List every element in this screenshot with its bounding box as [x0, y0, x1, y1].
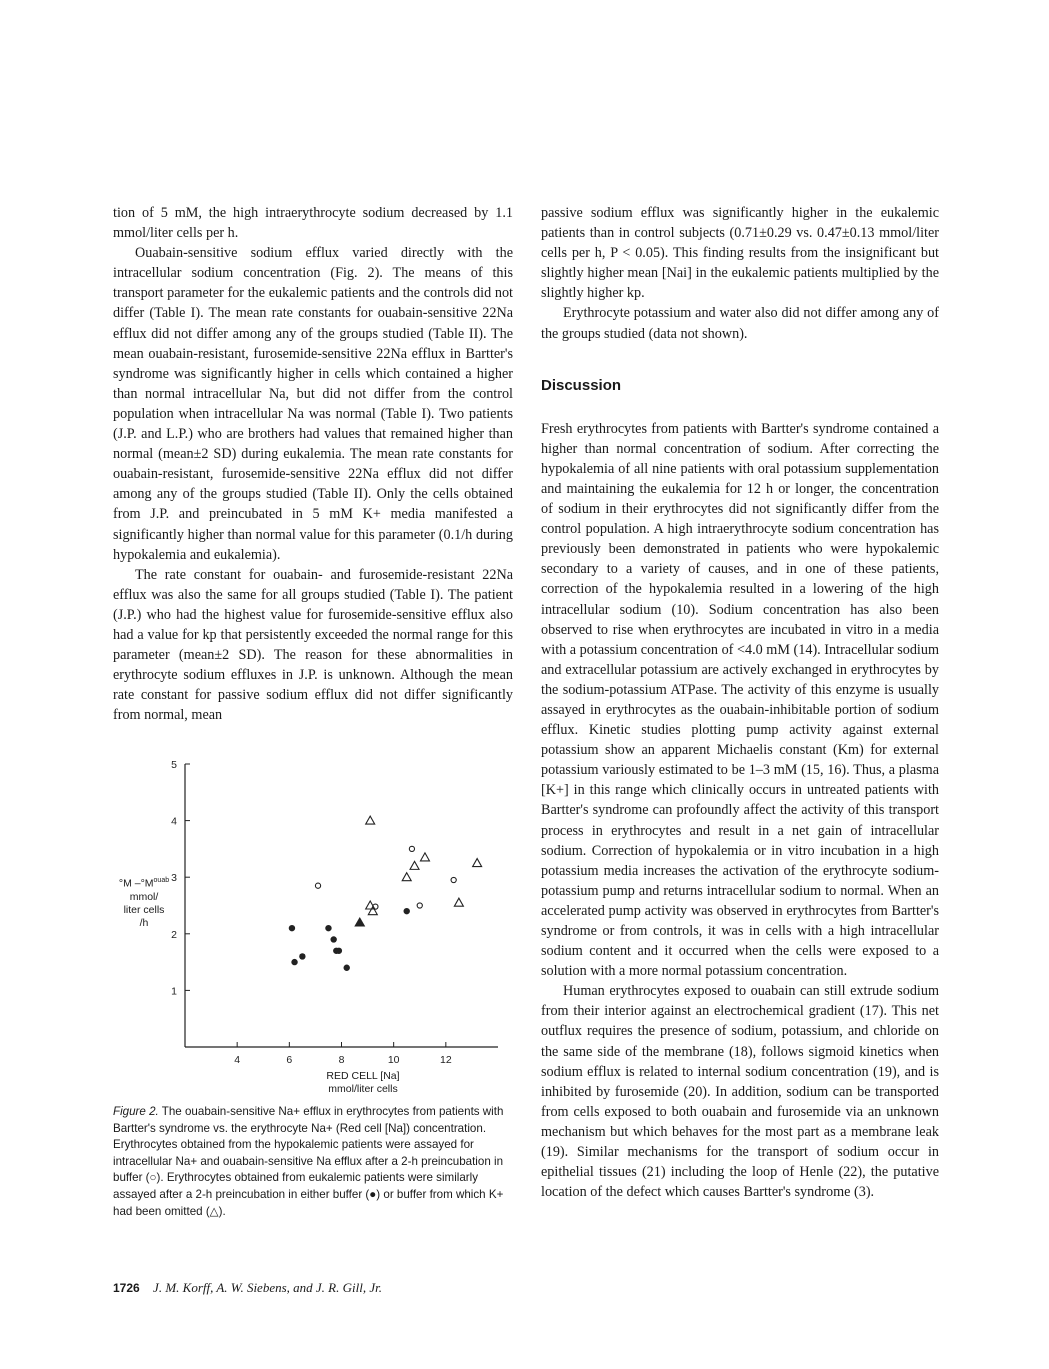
y-axis-label-line-1: °M $-^\circ M^{ouab}$ [118, 877, 170, 890]
section-heading-discussion: Discussion [541, 376, 622, 394]
data-point-open-triangle [420, 853, 429, 861]
data-point-open-circle [315, 883, 320, 888]
x-tick-label: 12 [439, 1054, 452, 1066]
x-axis-label-line-1: RED CELL [Na] [326, 1070, 400, 1082]
data-point-filled-circle [289, 925, 295, 931]
right-paragraph-1: passive sodium efflux was significantly higher in the eukalemic patients than in control subjects (0.71±0.29 vs. 0.47±0.13 mmol/liter cells per h, P < 0.05). This finding results from the insignificant but slightly higher mean [Nai] in the eukalemic patients multiplied by the slightly higher kp. [541, 205, 939, 302]
right-text-column [541, 203, 939, 1202]
y-tick-label: 4 [171, 815, 177, 828]
data-point-filled-circle [299, 953, 305, 959]
data-point-filled-circle [325, 925, 331, 931]
page-number: 1726 [113, 1281, 140, 1295]
figure-caption [113, 1104, 508, 1220]
data-point-open-triangle [402, 873, 411, 881]
y-tick-label: 1 [171, 985, 177, 998]
x-tick-label: 10 [387, 1054, 400, 1066]
left-paragraph-2: Ouabain-sensitive sodium efflux varied directly with the intracellular sodium concentration (Fig. 2). The means of this transport parameter for the eukalemic patients and the controls did not differ (Table I). The mean rate constants for ouabain-sensitive 22Na efflux did not differ among any of the groups studied (Table II). The mean ouabain-resistant, furosemide-sensitive 22Na efflux in Bartter's syndrome was significantly higher in cells which contained a higher than normal intracellular Na, but did not differ from the control population when intracellular Na was normal (Table I). Two patients (J.P. and L.P.) who are brothers had values that remained higher than normal (mean±2 SD) during eukalemia. The mean rate constants for ouabain-resistant, furosemide-sensitive 22Na efflux did not differ among any of the groups studied (Table II). Only the cells obtained from J.P. and preincubated in 5 mM K+ media manifested a significantly higher than normal value for this parameter (0.1/h during hypokalemia and eukalemia). [113, 245, 513, 563]
y-axis-label-line-2: mmol/ [129, 890, 159, 903]
caption-text: The ouabain-sensitive Na+ efflux in erythrocytes from patients with Bartter's syndrome vs. the erythrocyte Na+ (Red cell [Na]) concentration. Erythrocytes obtained from the hypokalemic patients were assayed for intracellular Na+ and ouabain-sensitive Na efflux after a 2-h preincubation in buffer (○). Erythrocytes obtained from eukalemic patients were similarly assayed after a 2-h preincubation in either buffer (●) or buffer from which K+ had been omitted (△). [113, 1105, 504, 1218]
data-point-filled-circle [404, 908, 410, 914]
y-axis-label-line-4: /h [139, 916, 149, 929]
data-point-filled-triangle [354, 917, 365, 927]
x-axis-label-line-2: mmol/liter cells [328, 1083, 398, 1095]
data-point-filled-circle [291, 959, 297, 965]
y-axis-label [113, 874, 175, 930]
x-axis-label [283, 1070, 443, 1096]
data-point-open-circle [417, 903, 422, 908]
y-tick-label: 2 [171, 928, 177, 941]
discussion-paragraph-2: Human erythrocytes exposed to ouabain can still extrude sodium from their interior against an electrochemical gradient (17). This net outflux requires the presence of sodium, potassium, and chloride on the same side of the membrane (18), follows sigmoid kinetics when sodium efflux is related to internal sodium concentration (19), and is inhibited by furosemide (20). In addition, sodium can be transported from cells exposed to both ouabain and furosemide via an unknown mechanism but which behaves for the most part as a membrane leak (19). Similar mechanisms for the transport of sodium occur in epithelial tissues (21) including the loop of Henle (22), the putative location of the defect which causes Bartter's syndrome (3). [541, 983, 939, 1201]
figure-2 [113, 752, 513, 1242]
right-paragraph-2: Erythrocyte potassium and water also did not differ among any of the groups studied (data not shown). [541, 305, 939, 342]
caption-label: Figure 2. [113, 1105, 159, 1118]
left-paragraph-1: tion of 5 mM, the high intraerythrocyte sodium decreased by 1.1 mmol/liter cells per h. [113, 205, 513, 242]
left-paragraph-3: The rate constant for ouabain- and furosemide-resistant 22Na efflux was also the same for all groups studied (Table I). The patient (J.P.) who had the highest value for furosemide-sensitive efflux also had a value for kp that persistently exceeded the normal range for this parameter (mean±2 SD). The reason for these abnormalities in erythrocyte sodium effluxes in J.P. is unknown. Although the mean rate constant for passive sodium efflux did not differ significantly from normal, mean [113, 566, 513, 724]
y-tick-label: 5 [171, 759, 177, 771]
data-point-open-circle [451, 877, 456, 882]
data-point-open-circle [409, 846, 414, 851]
left-text-column [113, 203, 513, 725]
x-tick-label: 6 [286, 1054, 293, 1066]
page-footer [113, 1280, 382, 1296]
y-axis-label-line-3: liter cells [123, 903, 165, 916]
y-tick-label: 3 [171, 872, 177, 885]
x-tick-label: 4 [234, 1054, 241, 1066]
data-point-filled-circle [330, 936, 336, 942]
data-point-open-triangle [454, 898, 463, 906]
x-tick-label: 8 [338, 1054, 345, 1066]
data-point-open-triangle [473, 859, 482, 867]
data-point-open-triangle [366, 816, 375, 824]
discussion-paragraph-1: Fresh erythrocytes from patients with Bartter's syndrome contained a higher than normal concentration of sodium. After correcting the hypokalemia of all nine patients with oral potassium supplementation and maintaining the eukalemia for 12 h or longer, the concentration of sodium in their erythrocytes did not significantly differ from the control population. A high intraerythrocyte sodium concentration has previously been demonstrated in patients who were hypokalemic secondary to a variety of causes, and in one of these patients, correction of the hypokalemia resulted in a lowering of the high intracellular sodium (10). Sodium concentration has also been observed to rise when erythrocytes are incubated in vitro in a media with a potassium concentration of <4.0 mM (14). Intracellular sodium and extracellular potassium are actively exchanged in erythrocytes by the sodium-potassium ATPase. The activity of this enzyme is usually assayed in erythrocytes as the ouabain-inhibitable portion of sodium efflux. Kinetic studies plotting pump activity against external potassium show an apparent Michaelis constant (Km) for external potassium variously estimated to be 1–3 mM (15, 16). Thus, a plasma [K+] in this range which clinically occurs in untreated patients with Bartter's syndrome can profoundly affect the activity of this transport process in erythrocytes and result in a net gain of intracellular sodium. Correction of hypokalemia or in vitro incubation in a high potassium media increases the activation of the erythrocyte sodium-potassium pump and returns intracellular sodium to normal. When an accelerated pump activity was observed in erythrocytes from Bartter's syndrome or from controls, it was in cells with a high intracellular sodium content and it occurred when the cells were exposed to a solution with a more normal potassium concentration. [541, 420, 939, 980]
data-point-filled-circle [336, 948, 342, 954]
data-point-filled-circle [344, 965, 350, 971]
author-line: J. M. Korff, A. W. Siebens, and J. R. Gill, Jr. [153, 1280, 382, 1295]
data-point-open-triangle [410, 861, 419, 869]
